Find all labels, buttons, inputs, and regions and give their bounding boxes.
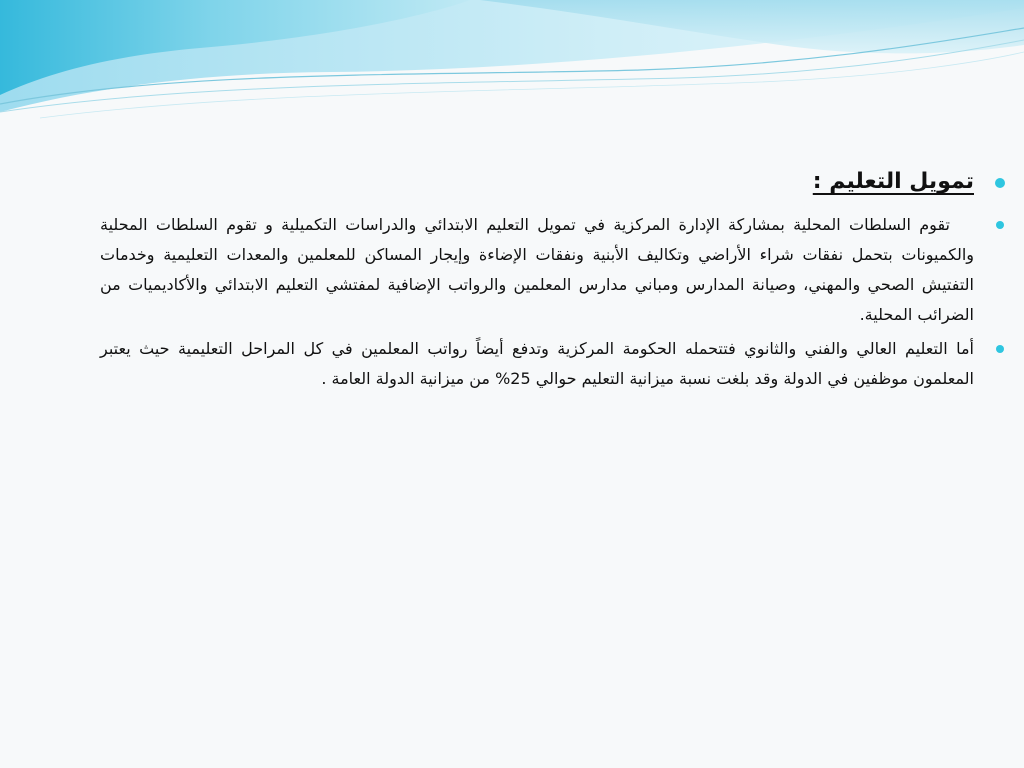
slide-title: تمويل التعليم :	[812, 169, 974, 194]
slide-content	[100, 164, 990, 398]
paragraph-text: أما التعليم العالي والفني والثانوي فتتحمله الحكومة المركزية وتدفع أيضاً رواتب المعلمين في كل المراحل التعليمية حيث يعتبر المعلمون موظفين في الدولة وقد بلغت نسبة ميزانية التعليم حوالي 25% من ميزانية الدولة العامة .	[100, 339, 974, 388]
paragraph-text: تقوم السلطات المحلية بمشاركة الإدارة المركزية في تمويل التعليم الابتدائي والدراسات التكميلية و تقوم السلطات المحلية والكميونات بتحمل نفقات شراء الأراضي وتكاليف الأبنية ونفقات الإضاءة وإيجار المساكن للمعلمين والمعدات التعليمية وخدمات التفتيش الصحي والمهني، وصيانة المدارس ومباني مدارس المعلمين والرواتب الإضافية لمفتشي التعليم الابتدائي والأكاديميات من الضرائب المحلية.	[100, 215, 974, 324]
bullet-paragraph	[100, 210, 990, 330]
bullet-icon	[995, 178, 1005, 188]
bullet-paragraph	[100, 334, 990, 394]
bullet-icon	[996, 345, 1004, 353]
wave-decoration	[0, 0, 1024, 130]
title-row	[100, 164, 990, 200]
bullet-icon	[996, 221, 1004, 229]
